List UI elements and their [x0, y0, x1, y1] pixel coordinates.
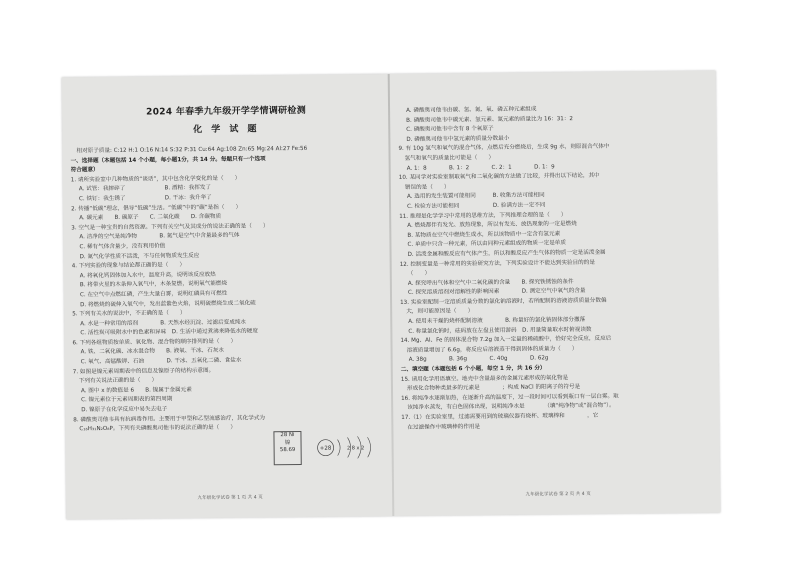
- question-line: C. 称量氯化钠时，砝码放在左盘且使用游码 D. 用量筒量取水时俯视读数: [408, 326, 592, 335]
- question-line: 15. 请用化学用语填空。地壳中含量最多的金属元素形成的氧化物是: [400, 374, 569, 383]
- element-number: 28: [280, 432, 288, 439]
- atom-structure-diagram: [315, 434, 385, 461]
- question-line: 10. 某同学对实验室制取氧气和二氧化碳的方法做了比较，并得出以下结论，其中: [398, 172, 600, 182]
- exam-title: 2024 年春季九年级开学学情调研检测: [146, 105, 307, 118]
- question-line: 5. 下列有关水的说法中，不正确的是（ ）: [72, 310, 186, 318]
- question-line: C. 单质中只含一种元素，所以由同种元素组成的物质一定是单质: [407, 240, 567, 249]
- electron-counts: 2 8 x 2: [346, 445, 365, 452]
- exam-page-left: [70, 74, 387, 519]
- question-line: B. 将带火星的木条伸入氧气中，木条复燃，说明氧气能燃烧: [79, 281, 228, 289]
- question-line: C. 在空气中点燃红磷，产生大量白雾，说明红磷具有可燃性: [79, 290, 228, 299]
- question-line: 4. 下列实验的现象与结论都正确的是（ ）: [71, 262, 186, 270]
- question-line: 14. Mg、Al、Fe 的固体混合物 7.2g 加入一定量的稀硫酸中，恰好完全反应，反应后: [400, 335, 612, 345]
- question-line: 下列有关说法正确的是（ ）: [78, 377, 158, 385]
- question-line: 该纯净水蒸发，有白色固体出现，说明纯净水是 （填“纯净物”或“混合物”）。: [407, 403, 615, 412]
- question-line: 12. 控制变量是一种常用的实验研究方法，下列实验设计不能达到实验目的的是: [399, 259, 595, 268]
- question-line: A. 38g B. 36g C. 40g D. 62g: [408, 355, 549, 364]
- question-line: C. 铁钉：我生锈了 D. 干冰：我升华了: [78, 194, 212, 203]
- question-line: 在过滤操作中玻璃棒的作用是: [407, 423, 481, 431]
- exam-page-right: [398, 71, 715, 516]
- question-line: B. 某物质在空气中燃烧生成水，所以该物质中一定含有氢元素: [407, 230, 561, 239]
- question-line: A. 铁、二氧化碳、冰水混合物 B. 液氧、干冰、石灰水: [80, 348, 224, 356]
- question-line: C. 磷酸奥司他韦中含有 8 个氧原子: [406, 126, 494, 134]
- question-line: D. 将燃烧的硫伸入氧气中，发出蓝紫色火焰，说明硫燃烧生成二氧化硫: [80, 299, 256, 308]
- right-question-lines: [398, 104, 713, 433]
- question-line: 相对原子质量: C:12 H:1 O:16 N:14 S:32 P:31 Cu:64 Ag:108 Zn:65 Mg:24 Al:27 Fe:56: [76, 145, 308, 155]
- question-line: 氢气和氧气的质量比可能是（ ）: [404, 154, 495, 162]
- element-name: 镍: [284, 439, 291, 446]
- question-line: 3. 空气是一种宝贵的自然资源。下列有关空气及其成分的说法正确的是（ ）: [71, 223, 269, 232]
- question-line: 符合题意）: [70, 167, 99, 174]
- question-line: C. 氧气、高锰酸钾、石油 D. 干冰、五氧化二磷、食盐水: [80, 357, 242, 366]
- exam-subtitle: 化 学 试 题: [193, 124, 260, 136]
- question-line: A. 洁净的空气是纯净物 B. 氮气是空气中含量最多的气体: [79, 232, 240, 241]
- question-line: 11. 推理是化学学习中常用的思维方法，下列推理合理的是（ ）: [399, 211, 567, 220]
- question-line: 6. 下列各组物质按单质、氧化物、混合物的顺序排列的是（ ）: [72, 338, 237, 347]
- question-line: D. 镍原子在化学反应中易失去电子: [81, 406, 168, 414]
- question-line: C. 活性炭可吸附水中的色素和异味 D. 生活中通过煮沸来降低水的硬度: [80, 328, 258, 337]
- question-line: 大，则可能原因是（ ）: [406, 308, 474, 316]
- question-line: 17.（1）在实验室里，过滤需要用到的玻璃仪器有烧杯、玻璃棒和 ，它: [401, 412, 599, 421]
- question-line: A. 探究呼出气体和空气中二氧化碳的含量 B. 探究铁锈蚀的条件: [407, 278, 574, 287]
- page-footer-right: 九年级化学试卷 第 2 页 共 4 页: [525, 492, 591, 499]
- question-line: 溶液质量增加了 6.6g，将反应后溶液蒸干得到固体的质量为（ ）: [406, 345, 578, 354]
- electron-shell-1: [338, 440, 341, 456]
- page-fold: [388, 74, 395, 516]
- element-mass: 58.69: [279, 447, 296, 454]
- question-line: A. 图中 x 的数值是 6 B. 镍属于金属元素: [80, 386, 192, 395]
- question-line: A. 水是一种常用的溶剂 B. 天然水经沉淀、过滤后变成纯水: [80, 319, 247, 327]
- question-line: 7. 如图是镍元素周期表中的信息及镍原子的结构示意图。: [72, 367, 215, 375]
- question-line: 二、填空题（本题包括 6 个小题，每空 1 分，共 16 分）: [400, 365, 546, 373]
- question-line: D. 活泼金属和酸反应有气体产生，所以和酸反应产生气体的物质一定是活泼金属: [407, 249, 606, 258]
- question-line: （ ）: [407, 270, 431, 277]
- question-line: C. 镍元素位于元素周期表的第四周期: [81, 396, 173, 404]
- nucleus-charge: +28: [319, 445, 332, 452]
- question-line: A. 燃烧都伴有发光、放热现象，所以有发光、放热现象的一定是燃烧: [407, 221, 577, 229]
- left-question-lines: [70, 144, 385, 435]
- question-line: A. 将氧化钙固体加入水中，温度升高，说明该反应放热: [79, 271, 216, 279]
- question-line: 13. 实验室配制一定溶质质量分数的氯化钠溶液时，若所配制的溶液溶质质量分数偏: [400, 297, 607, 306]
- periodic-table-cell-nickel: [273, 431, 301, 465]
- question-line: A. 碳元素 B. 碳原子 C. 二氧化碳 D. 含碳物质: [79, 213, 222, 222]
- page-footer-left: 九年级化学试卷 第 1 页 共 4 页: [197, 495, 263, 502]
- question-line: 8. 磷酸奥司他韦具有抗病毒作用。主要用于甲型和乙型流感治疗，其化学式为: [73, 414, 266, 423]
- question-line: 1. 请所实验室中几种物质的“谈话”，其中包含化学变化的是（ ）: [70, 175, 241, 184]
- question-line: C₁₆H₃₁N₂O₈P。下列有关磷酸奥司他韦的说法正确的是（ ）: [79, 424, 237, 433]
- question-line: 形成化合物种类最多的元素是 ；构成 NaCl 的阳离子的符号是: [406, 384, 581, 393]
- question-line: D. 氮气化学性质不活泼，不与任何物质发生反应: [79, 252, 200, 260]
- question-line: C. 探究溶质溶剂对溶解性的影响因素 D. 测定空气中氧气的含量: [407, 288, 586, 297]
- question-line: 2. 传播“低碳”理念，倡导“低碳”生活。“低碳”中的“碳”是指（ ）: [71, 204, 242, 212]
- question-line: C. 检验方法可能相同 D. 验满方法一定不同: [407, 202, 546, 210]
- question-line: 一、选择题（本题包括 14 个小题，每小题1分，共 14 分。每题只有一个选项: [70, 155, 266, 164]
- question-line: C. 稀有气体含量少，没有利用价值: [79, 243, 166, 251]
- question-line: 9. 有 10g 氢气和氧气的混合气体，点燃后充分燃烧后，生成 9g 水，则原混合气体中: [398, 144, 610, 153]
- electron-shell-4: [367, 437, 370, 457]
- question-line: 16. 将纯净水逐渐加热，在逐渐升高的温度下，过一段时间可以看到瓶口有一层白雾。取: [401, 393, 619, 402]
- scanned-exam-paper: [62, 71, 721, 520]
- question-line: D. 磷酸奥司他韦中氢元素的质量分数最小: [406, 135, 510, 143]
- question-line: A. 使用未干燥的烧杯配制溶液 B. 称量好的氯化钠固体部分撒落: [408, 317, 586, 325]
- question-line: A. 试管：我摔碎了 B. 酒精：我挥发了: [78, 185, 212, 193]
- question-line: A. 磷酸奥司他韦由碳、氢、氮、氧、磷五种元素组成: [406, 106, 537, 114]
- question-line: A. 1：8 B. 1：2 C. 2：1 D. 1：9: [406, 163, 555, 172]
- question-line: B. 磷酸奥司他韦中碳元素、氢元素、氮元素的质量比为 16：31：2: [406, 115, 574, 124]
- element-symbol: Ni: [288, 432, 295, 439]
- question-line: A. 选用的发生装置可能相同 B. 收集方法可能相同: [406, 192, 545, 201]
- question-line: 错误的是（ ）: [404, 184, 450, 191]
